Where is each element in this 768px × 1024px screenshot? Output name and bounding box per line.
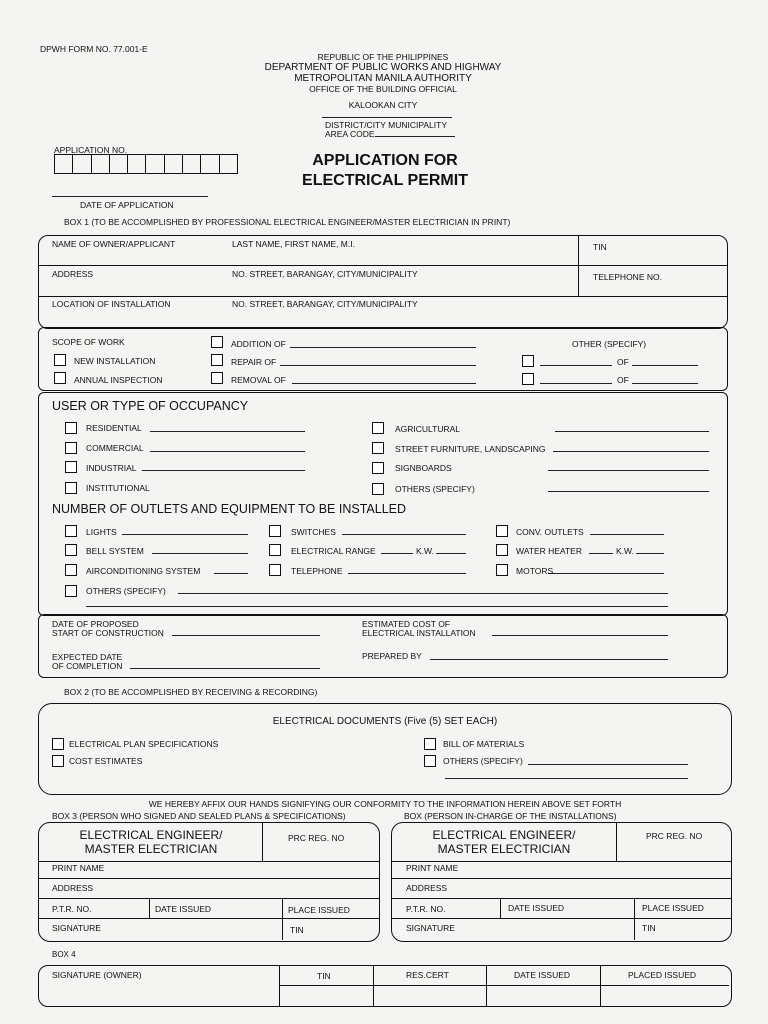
address-label: ADDRESS <box>52 269 94 279</box>
commercial-checkbox[interactable] <box>65 442 77 454</box>
est-cost-label1: ESTIMATED COST OF <box>362 619 450 629</box>
repair-checkbox[interactable] <box>211 354 223 366</box>
lights-label: LIGHTS <box>86 527 117 537</box>
others-outlets-label: OTHERS (SPECIFY) <box>86 586 166 596</box>
other-specify-label: OTHER (SPECIFY) <box>572 339 647 349</box>
of2-label: OF <box>617 375 629 385</box>
signature-left: SIGNATURE <box>52 923 101 933</box>
area-code-line[interactable] <box>375 136 455 137</box>
motors-label: MOTORS <box>516 566 554 576</box>
date-proposed-label1: DATE OF PROPOSED <box>52 619 139 629</box>
street-furniture-label: STREET FURNITURE, LANDSCAPING <box>395 444 546 454</box>
annual-inspection-checkbox[interactable] <box>54 372 66 384</box>
expected-label2: OF COMPLETION <box>52 661 123 671</box>
other2-checkbox[interactable] <box>522 373 534 385</box>
expected-label1: EXPECTED DATE <box>52 652 123 662</box>
bell-system-label: BELL SYSTEM <box>86 546 144 556</box>
annual-inspection-label: ANNUAL INSPECTION <box>74 375 163 385</box>
date-issued-left: DATE ISSUED <box>155 904 212 914</box>
box1-caption: BOX 1 (TO BE ACCOMPLISHED BY PROFESSIONAL ELECTRICAL ENGINEER/MASTER ELECTRICIAN IN PRINT) <box>64 217 511 227</box>
header-mma: METROPOLITAN MANILA AUTHORITY <box>294 73 472 84</box>
bell-system-checkbox[interactable] <box>65 544 77 556</box>
district-line[interactable] <box>322 117 452 118</box>
cost-estimates-checkbox[interactable] <box>52 755 64 767</box>
scope-title: SCOPE OF WORK <box>52 337 125 347</box>
box4-date-issued-label: DATE ISSUED <box>514 970 571 980</box>
prc-left: PRC REG. NO <box>288 833 345 843</box>
owner-box <box>38 235 728 329</box>
engineer-title-right1: ELECTRICAL ENGINEER/ <box>432 828 576 842</box>
tin-right: TIN <box>642 923 656 933</box>
box4-caption: BOX 4 <box>52 950 76 959</box>
plan-specs-checkbox[interactable] <box>52 738 64 750</box>
addition-label: ADDITION OF <box>231 339 286 349</box>
aircon-checkbox[interactable] <box>65 564 77 576</box>
print-name-left: PRINT NAME <box>52 863 105 873</box>
owner-hint: LAST NAME, FIRST NAME, M.I. <box>232 239 355 249</box>
switches-checkbox[interactable] <box>269 525 281 537</box>
district-label: DISTRICT/CITY MUNICIPALITY <box>325 120 448 130</box>
header-department: DEPARTMENT OF PUBLIC WORKS AND HIGHWAY <box>264 62 502 73</box>
application-no-boxes[interactable] <box>54 154 238 174</box>
others-docs-checkbox[interactable] <box>424 755 436 767</box>
new-installation-checkbox[interactable] <box>54 354 66 366</box>
place-issued-right: PLACE ISSUED <box>642 903 704 913</box>
owner-label: NAME OF OWNER/APPLICANT <box>52 239 176 249</box>
others-docs-label: OTHERS (SPECIFY) <box>443 756 523 766</box>
signboards-label: SIGNBOARDS <box>395 463 452 473</box>
engineer-title-left1: ELECTRICAL ENGINEER/ <box>79 828 223 842</box>
others-occupancy-checkbox[interactable] <box>372 483 384 495</box>
others-outlets-checkbox[interactable] <box>65 585 77 597</box>
engineer-title-right2: MASTER ELECTRICIAN <box>437 842 571 856</box>
signature-right: SIGNATURE <box>406 923 455 933</box>
water-heater-checkbox[interactable] <box>496 544 508 556</box>
date-application-label: DATE OF APPLICATION <box>80 200 174 210</box>
others-occupancy-label: OTHERS (SPECIFY) <box>395 484 475 494</box>
location-hint: NO. STREET, BARANGAY, CITY/MUNICIPALITY <box>232 299 418 309</box>
date-issued-right: DATE ISSUED <box>508 903 565 913</box>
telephone-checkbox[interactable] <box>269 564 281 576</box>
agricultural-label: AGRICULTURAL <box>395 424 461 434</box>
commercial-label: COMMERCIAL <box>86 443 144 453</box>
placed-issued-label: PLACED ISSUED <box>628 970 697 980</box>
header-office: OFFICE OF THE BUILDING OFFICIAL <box>309 84 457 94</box>
switches-label: SWITCHES <box>291 527 336 537</box>
res-cert-label: RES.CERT <box>406 970 449 980</box>
title-line2: ELECTRICAL PERMIT <box>302 172 468 189</box>
residential-label: RESIDENTIAL <box>86 423 142 433</box>
of1-label: OF <box>617 357 629 367</box>
address-right: ADDRESS <box>406 883 448 893</box>
prepared-by-label: PREPARED BY <box>362 651 422 661</box>
signature-owner-label: SIGNATURE (OWNER) <box>52 970 142 980</box>
lights-checkbox[interactable] <box>65 525 77 537</box>
title-line1: APPLICATION FOR <box>312 152 458 169</box>
place-issued-left: PLACE ISSUED <box>288 905 350 915</box>
header-republic: REPUBLIC OF THE PHILIPPINES <box>317 52 449 62</box>
date-application-line[interactable] <box>52 196 208 197</box>
removal-label: REMOVAL OF <box>231 375 286 385</box>
institutional-checkbox[interactable] <box>65 482 77 494</box>
conformity-statement: WE HEREBY AFFIX OUR HANDS SIGNIFYING OUR CONFORMITY TO THE INFORMATION HEREIN ABOVE SET FORTH <box>148 799 622 809</box>
cost-estimates-label: COST ESTIMATES <box>69 756 143 766</box>
box2-caption: BOX 2 (TO BE ACCOMPLISHED BY RECEIVING & RECORDING) <box>64 687 318 697</box>
kw1-label: K.W. <box>416 546 434 556</box>
tin-label: TIN <box>593 242 607 252</box>
aircon-label: AIRCONDITIONING SYSTEM <box>86 566 201 576</box>
addition-checkbox[interactable] <box>211 336 223 348</box>
motors-checkbox[interactable] <box>496 564 508 576</box>
print-name-right: PRINT NAME <box>406 863 459 873</box>
form-number: DPWH FORM NO. 77.001-E <box>40 44 148 54</box>
address-left: ADDRESS <box>52 883 94 893</box>
agricultural-checkbox[interactable] <box>372 422 384 434</box>
box3b-caption: BOX (PERSON IN-CHARGE OF THE INSTALLATIONS) <box>404 811 617 821</box>
water-heater-label: WATER HEATER <box>516 546 582 556</box>
plan-specs-label: ELECTRICAL PLAN SPECIFICATIONS <box>69 739 219 749</box>
area-code-label: AREA CODE <box>325 129 375 139</box>
street-furniture-checkbox[interactable] <box>372 442 384 454</box>
industrial-label: INDUSTRIAL <box>86 463 137 473</box>
electrical-range-checkbox[interactable] <box>269 544 281 556</box>
bill-materials-label: BILL OF MATERIALS <box>443 739 525 749</box>
header-city: KALOOKAN CITY <box>348 100 418 110</box>
other1-checkbox[interactable] <box>522 355 534 367</box>
conv-outlets-label: CONV. OUTLETS <box>516 527 584 537</box>
address-hint: NO. STREET, BARANGAY, CITY/MUNICIPALITY <box>232 269 418 279</box>
electrical-range-label: ELECTRICAL RANGE <box>291 546 376 556</box>
removal-checkbox[interactable] <box>211 372 223 384</box>
engineer-title-left2: MASTER ELECTRICIAN <box>84 842 218 856</box>
tin-left: TIN <box>290 925 304 935</box>
conv-outlets-checkbox[interactable] <box>496 525 508 537</box>
kw2-label: K.W. <box>616 546 634 556</box>
industrial-checkbox[interactable] <box>65 461 77 473</box>
box3-caption: BOX 3 (PERSON WHO SIGNED AND SEALED PLANS & SPECIFICATIONS) <box>52 811 346 821</box>
est-cost-label2: ELECTRICAL INSTALLATION <box>362 628 476 638</box>
telephone-label: TELEPHONE NO. <box>593 272 662 282</box>
new-installation-label: NEW INSTALLATION <box>74 356 156 366</box>
telephone-outlet-label: TELEPHONE <box>291 566 343 576</box>
residential-checkbox[interactable] <box>65 422 77 434</box>
repair-label: REPAIR OF <box>231 357 277 367</box>
occupancy-title: USER OR TYPE OF OCCUPANCY <box>52 399 249 413</box>
bill-materials-checkbox[interactable] <box>424 738 436 750</box>
outlets-title: NUMBER OF OUTLETS AND EQUIPMENT TO BE INSTALLED <box>52 502 407 516</box>
box4-tin-label: TIN <box>317 971 331 981</box>
signboards-checkbox[interactable] <box>372 462 384 474</box>
institutional-label: INSTITUTIONAL <box>86 483 150 493</box>
ptr-left: P.T.R. NO. <box>52 904 92 914</box>
ptr-right: P.T.R. NO. <box>406 904 446 914</box>
date-proposed-label2: START OF CONSTRUCTION <box>52 628 164 638</box>
application-no-label: APPLICATION NO. <box>54 145 128 155</box>
box2-title: ELECTRICAL DOCUMENTS (Five (5) SET EACH) <box>272 716 498 727</box>
location-label: LOCATION OF INSTALLATION <box>52 299 171 309</box>
prc-right: PRC REG. NO <box>646 831 703 841</box>
